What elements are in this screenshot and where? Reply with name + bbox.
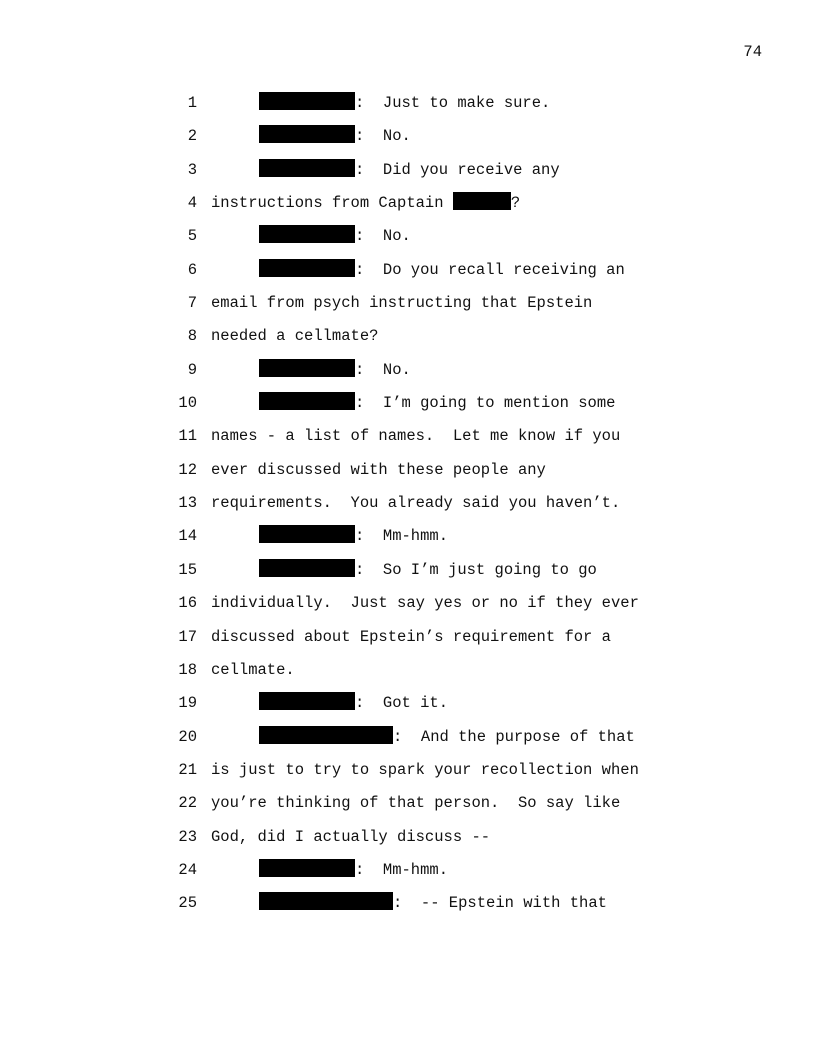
redacted-speaker-name <box>259 225 355 243</box>
line-number: 9 <box>187 360 197 379</box>
line-text: is just to try to spark your recollection when <box>211 760 639 779</box>
speaker-turn <box>259 354 411 387</box>
redacted-speaker-name <box>259 525 355 543</box>
line-text: : Mm-hmm. <box>355 527 449 546</box>
transcript-line <box>0 787 816 820</box>
speaker-turn <box>259 554 597 587</box>
line-text: needed a cellmate? <box>211 327 379 346</box>
redacted-speaker-name <box>259 859 355 877</box>
transcript-line <box>0 887 816 920</box>
line-number: 22 <box>178 794 197 813</box>
line-text: ? <box>510 194 521 213</box>
transcript-line <box>0 154 816 187</box>
line-number: 25 <box>178 894 197 913</box>
speaker-turn <box>259 220 411 253</box>
line-text <box>211 187 520 220</box>
transcript-line <box>0 754 816 787</box>
line-text: names - a list of names. Let me know if you <box>211 427 621 446</box>
transcript-line <box>0 354 816 387</box>
line-text: : Mm-hmm. <box>355 860 449 879</box>
line-number: 18 <box>178 660 197 679</box>
transcript-line <box>0 587 816 620</box>
line-text: : So I’m just going to go <box>355 560 597 579</box>
transcript-line <box>0 120 816 153</box>
line-text: : Did you receive any <box>355 160 560 179</box>
transcript-line <box>0 687 816 720</box>
redacted-speaker-name <box>259 559 355 577</box>
line-number: 5 <box>187 227 197 246</box>
redacted-speaker-name <box>259 892 393 910</box>
transcript-line <box>0 487 816 520</box>
line-text: : Got it. <box>355 694 449 713</box>
redacted-name <box>453 192 511 210</box>
line-text: : No. <box>355 360 411 379</box>
speaker-turn <box>259 854 448 887</box>
redacted-speaker-name <box>259 125 355 143</box>
line-text: you’re thinking of that person. So say like <box>211 794 621 813</box>
line-number: 19 <box>178 694 197 713</box>
transcript-line <box>0 320 816 353</box>
page-number: 74 <box>743 43 762 61</box>
line-number: 23 <box>178 827 197 846</box>
speaker-turn <box>259 687 448 720</box>
line-number: 24 <box>178 860 197 879</box>
line-number: 14 <box>178 527 197 546</box>
line-number: 7 <box>187 294 197 313</box>
redacted-speaker-name <box>259 159 355 177</box>
transcript-line <box>0 420 816 453</box>
transcript-line <box>0 721 816 754</box>
transcript-line <box>0 854 816 887</box>
line-text: cellmate. <box>211 660 295 679</box>
line-text: : Do you recall receiving an <box>355 260 625 279</box>
transcript-line <box>0 254 816 287</box>
redacted-speaker-name <box>259 392 355 410</box>
line-number: 10 <box>178 394 197 413</box>
line-text: : I’m going to mention some <box>355 394 616 413</box>
speaker-turn <box>259 520 448 553</box>
line-text: requirements. You already said you haven’t. <box>211 494 621 513</box>
transcript-line <box>0 287 816 320</box>
speaker-turn <box>259 887 607 920</box>
transcript-line <box>0 821 816 854</box>
speaker-turn <box>259 254 625 287</box>
line-text: instructions from Captain <box>211 194 453 213</box>
line-text: : No. <box>355 127 411 146</box>
line-number: 16 <box>178 594 197 613</box>
line-number: 11 <box>178 427 197 446</box>
redacted-speaker-name <box>259 92 355 110</box>
speaker-turn <box>259 87 550 120</box>
speaker-turn <box>259 154 560 187</box>
line-text: : -- Epstein with that <box>393 894 607 913</box>
line-number: 1 <box>187 94 197 112</box>
line-number: 15 <box>178 560 197 579</box>
line-text: individually. Just say yes or no if they ever <box>211 594 639 613</box>
line-number: 20 <box>178 727 197 746</box>
line-number: 4 <box>187 194 197 213</box>
redacted-speaker-name <box>259 359 355 377</box>
line-text: : And the purpose of that <box>393 727 635 746</box>
transcript-line <box>0 654 816 687</box>
transcript-line <box>0 454 816 487</box>
redacted-speaker-name <box>259 726 393 744</box>
transcript-line <box>0 387 816 420</box>
transcript-line <box>0 220 816 253</box>
redacted-speaker-name <box>259 259 355 277</box>
transcript-line <box>0 621 816 654</box>
line-text: discussed about Epstein’s requirement for a <box>211 627 611 646</box>
transcript-line <box>0 87 816 120</box>
line-text: God, did I actually discuss -- <box>211 827 491 846</box>
line-number: 13 <box>178 494 197 513</box>
line-number: 12 <box>178 460 197 479</box>
transcript-line <box>0 520 816 553</box>
redacted-speaker-name <box>259 692 355 710</box>
line-text: : Just to make sure. <box>355 94 551 112</box>
line-number: 6 <box>187 260 197 279</box>
line-text: ever discussed with these people any <box>211 460 546 479</box>
transcript-body <box>0 87 816 921</box>
line-number: 17 <box>178 627 197 646</box>
speaker-turn <box>259 721 635 754</box>
speaker-turn <box>259 120 411 153</box>
line-number: 8 <box>187 327 197 346</box>
line-number: 2 <box>187 127 197 146</box>
transcript-line <box>0 554 816 587</box>
transcript-line <box>0 187 816 220</box>
line-text: email from psych instructing that Epstein <box>211 294 593 313</box>
line-number: 21 <box>178 760 197 779</box>
line-number: 3 <box>187 160 197 179</box>
speaker-turn <box>259 387 615 420</box>
line-text: : No. <box>355 227 411 246</box>
